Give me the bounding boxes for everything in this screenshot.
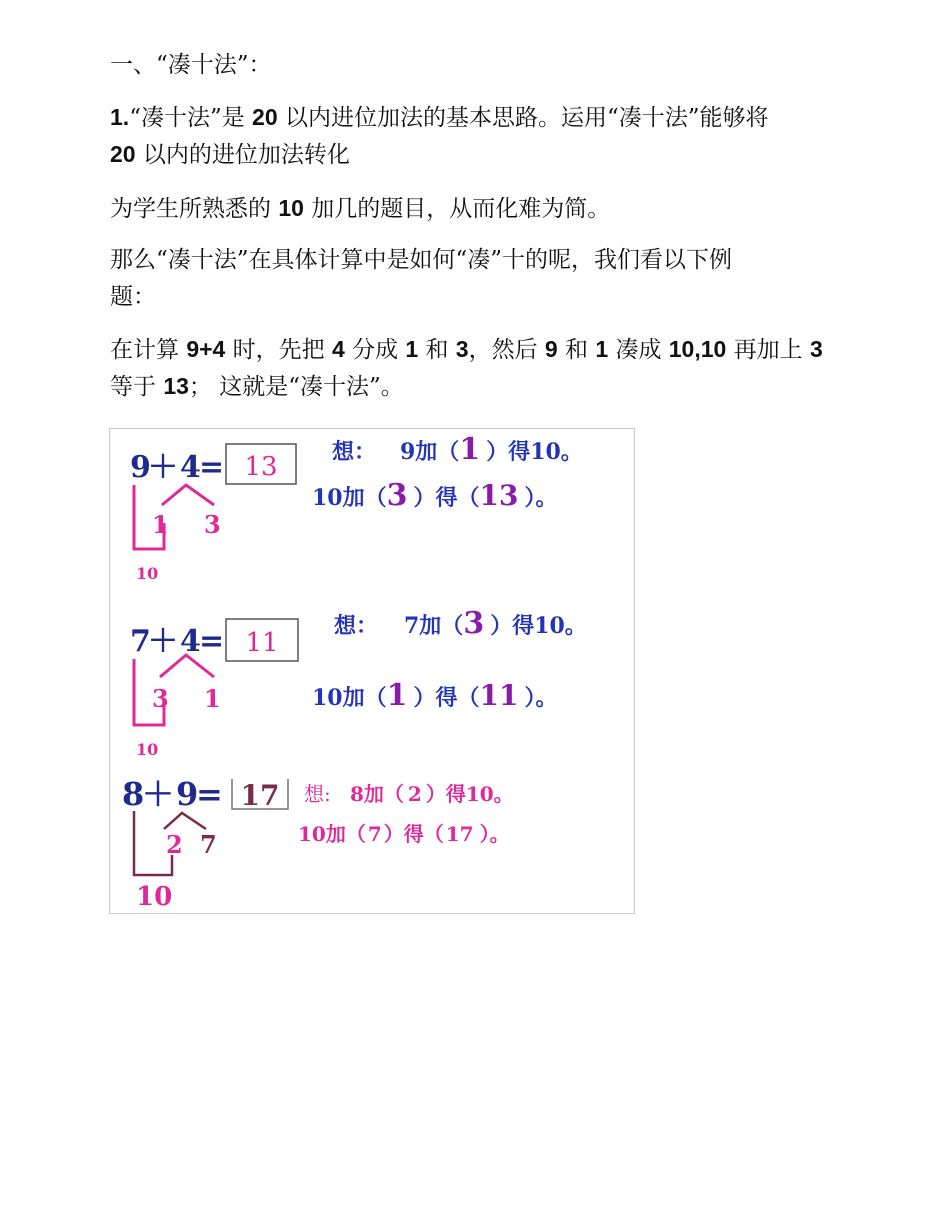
number: 10 <box>278 195 304 221</box>
text: 凑成 <box>615 337 662 363</box>
example-1 <box>130 432 583 583</box>
step-text: ）。 <box>479 822 510 846</box>
text: 以内进位加法的基本思路。运用“凑十法”能够将 <box>284 105 769 131</box>
step-text: 9加（ <box>400 439 460 465</box>
number: 1 <box>405 336 419 362</box>
step-text: ）得10。 <box>490 613 587 639</box>
split-branch <box>164 813 206 829</box>
number: 3 <box>455 336 469 362</box>
paragraph-3-line-2: 题： <box>110 284 156 310</box>
text: ，然后 <box>468 337 538 363</box>
split-left: 1 <box>152 510 169 539</box>
example-2 <box>130 606 587 759</box>
plus-sign: ＋ <box>148 624 178 659</box>
number: 9 <box>544 336 558 362</box>
step-text: ）得10。 <box>486 439 583 465</box>
split-branch <box>162 485 214 505</box>
lhs-b: 4 <box>180 450 201 485</box>
equals-sign: = <box>196 775 223 813</box>
step-text: 8加（ <box>350 782 404 806</box>
fill-in: 11 <box>479 679 519 712</box>
fill-in: 13 <box>479 479 519 512</box>
number: 20 <box>252 104 278 130</box>
think-label: 想： <box>334 613 379 639</box>
text: ； 这就是“凑十法”。 <box>188 374 404 400</box>
paragraph-4-line-2 <box>110 369 404 404</box>
think-line-1 <box>334 606 587 641</box>
think-line-1 <box>304 782 514 806</box>
make-ten-examples-image <box>109 428 635 914</box>
section-heading: 一、“凑十法”： <box>110 52 272 78</box>
number: 13 <box>163 373 189 399</box>
step-text: ）得（ <box>383 822 444 846</box>
step-text: ）。 <box>524 685 558 711</box>
step-text: ）。 <box>524 485 558 511</box>
text: 再加上 <box>733 337 803 363</box>
split-right: 1 <box>204 684 221 713</box>
lhs-b: 4 <box>180 624 201 659</box>
split-right: 3 <box>204 510 221 539</box>
text: 分成 <box>352 337 399 363</box>
split-left: 3 <box>152 684 169 713</box>
paragraph-1-line-1 <box>110 100 768 135</box>
answer: 11 <box>245 628 279 658</box>
number: 10,10 <box>668 336 727 362</box>
paragraph-4-line-1 <box>110 332 823 367</box>
number: 3 <box>809 336 823 362</box>
plus-sign: ＋ <box>148 450 178 485</box>
lhs-b: 9 <box>176 775 199 813</box>
text: 和 <box>425 337 449 363</box>
step-text: ）得10。 <box>425 782 514 806</box>
plus-sign: ＋ <box>142 775 175 813</box>
lhs-a: 8 <box>122 775 145 813</box>
fill-in: 7 <box>367 822 382 846</box>
number: 4 <box>331 336 345 362</box>
fill-in: 1 <box>459 432 481 467</box>
text: 时，先把 <box>232 337 325 363</box>
ten: 10 <box>136 564 159 583</box>
think-line-2 <box>312 678 558 713</box>
fill-in: 3 <box>386 478 408 513</box>
split-right: 7 <box>200 830 217 859</box>
step-text: 10加（ <box>312 485 387 511</box>
think-label: 想： <box>332 439 377 465</box>
think-line-2 <box>312 478 558 513</box>
step-text: 10加（ <box>312 685 387 711</box>
text: 等于 <box>110 374 156 400</box>
fill-in: 17 <box>445 822 474 846</box>
think-line-1 <box>332 432 583 467</box>
lhs-a: 9 <box>130 450 151 485</box>
number: 9+4 <box>186 336 226 362</box>
text: 为学生所熟悉的 <box>110 196 271 222</box>
step-text: 7加（ <box>404 613 464 639</box>
ten: 10 <box>136 882 173 912</box>
think-line-2 <box>298 822 510 846</box>
fill-in: 3 <box>463 606 485 641</box>
text: 和 <box>565 337 589 363</box>
paragraph-2 <box>110 191 610 226</box>
number: 20 <box>110 141 136 167</box>
paragraph-3-line-1: 那么“凑十法”在具体计算中是如何“凑”十的呢，我们看以下例 <box>110 247 733 273</box>
step-text: ）得（ <box>413 485 480 511</box>
text: “凑十法”是 <box>129 105 245 131</box>
think-label: 想: <box>304 782 331 806</box>
equals-sign: = <box>199 450 225 485</box>
split-left: 2 <box>166 830 183 859</box>
text: 在计算 <box>110 337 179 363</box>
text: 以内的进位加法转化 <box>142 142 350 168</box>
step-text: ）得（ <box>413 685 480 711</box>
ten: 10 <box>136 740 159 759</box>
fill-in: 2 <box>407 782 422 806</box>
answer: 17 <box>240 779 280 812</box>
number: 1 <box>595 336 609 362</box>
item-number: 1. <box>110 104 130 130</box>
equals-sign: = <box>199 624 225 659</box>
fill-in: 1 <box>386 678 408 713</box>
paragraph-1-line-2 <box>110 137 350 172</box>
answer: 13 <box>244 452 278 482</box>
text: 加几的题目，从而化难为简。 <box>311 196 611 222</box>
step-text: 10加（ <box>298 822 366 846</box>
example-3 <box>122 775 514 912</box>
lhs-a: 7 <box>130 624 151 659</box>
